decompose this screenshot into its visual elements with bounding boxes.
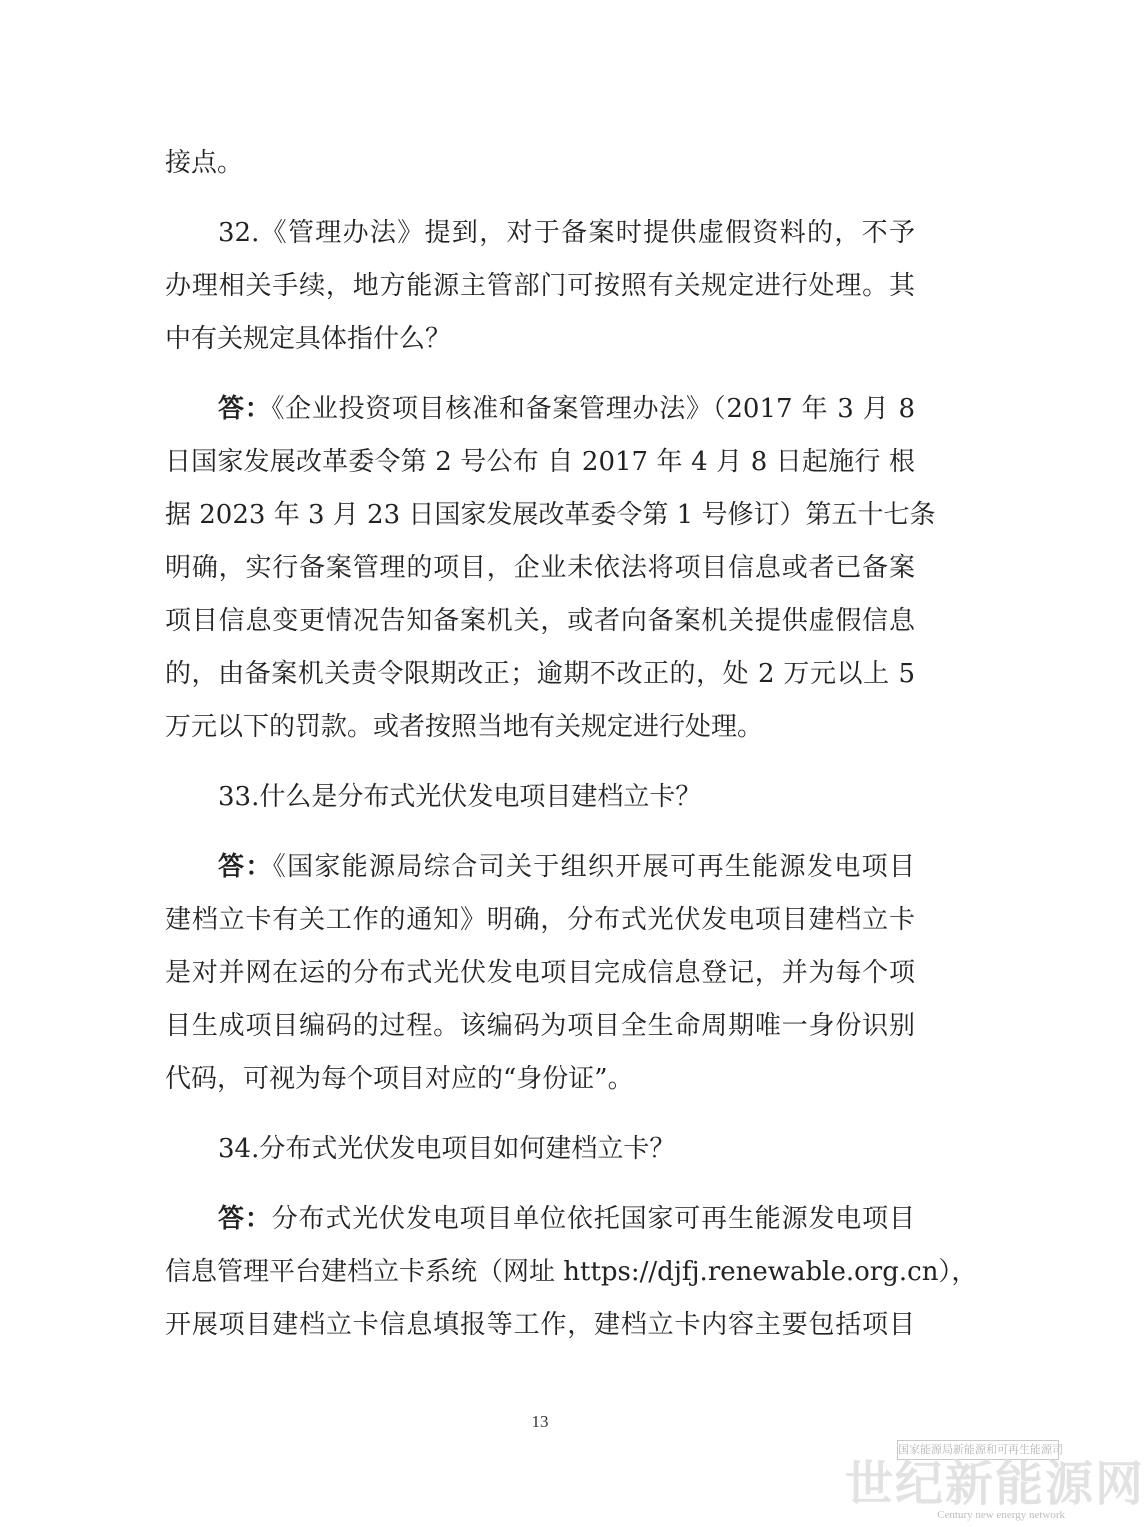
- page-number: 13: [531, 1412, 549, 1431]
- text-line: [165, 1006, 915, 1046]
- line-text: 万元以下的罚款。或者按照当地有关规定进行处理。: [165, 712, 764, 742]
- line-text: 信息管理平台建档立卡系统（网址 https://djfj.renewable.org.cn），: [165, 1257, 978, 1287]
- text-line: [165, 654, 915, 694]
- text-line: [218, 847, 915, 887]
- text-line: [165, 1059, 915, 1099]
- line-text: 建档立卡有关工作的通知》明确，分布式光伏发电项目建档立卡: [165, 905, 915, 935]
- line-text: 《企业投资项目核准和备案管理办法》（2017 年 3 月 8: [271, 394, 915, 424]
- line-text: 接点。: [165, 148, 244, 178]
- watermark-title: 世纪新能源网: [845, 1456, 1145, 1512]
- watermark-subtitle: 国家能源局新能源和可再生能源司: [897, 1440, 1059, 1460]
- answer-label: 答：: [218, 1204, 272, 1234]
- line-text: 开展项目建档立卡信息填报等工作，建档立卡内容主要包括项目: [165, 1310, 915, 1340]
- text-line: [165, 900, 915, 940]
- text-line: [165, 601, 915, 641]
- text-line: [218, 389, 915, 429]
- answer-label: 答：: [218, 852, 273, 882]
- line-text: 32.《管理办法》提到，对于备案时提供虚假资料的，不予: [218, 218, 915, 248]
- line-text: 目生成项目编码的过程。该编码为项目全生命周期唯一身份识别: [165, 1011, 915, 1041]
- line-text: 是对并网在运的分布式光伏发电项目完成信息登记，并为每个项: [165, 958, 915, 988]
- text-line: [165, 548, 915, 588]
- watermark-english: Century new energy network: [937, 1509, 1065, 1521]
- line-text: 中有关规定具体指什么？: [165, 324, 452, 354]
- line-text: 33.什么是分布式光伏发电项目建档立卡？: [218, 782, 702, 812]
- text-line: [218, 213, 915, 253]
- text-line: [165, 266, 915, 306]
- line-text: 的，由备案机关责令限期改正；逾期不改正的，处 2 万元以上 5: [165, 659, 915, 689]
- answer-label: 答：: [218, 394, 272, 424]
- line-text: 代码，可视为每个项目对应的“身份证”。: [165, 1064, 634, 1094]
- text-line: [165, 442, 915, 482]
- text-line: [165, 1305, 915, 1345]
- text-line: [165, 953, 915, 993]
- line-text: 据 2023 年 3 月 23 日国家发展改革委令第 1 号修订）第五十七条: [165, 500, 936, 530]
- line-text: 34.分布式光伏发电项目如何建档立卡？: [218, 1134, 676, 1164]
- line-text: 《国家能源局综合司关于组织开展可再生能源发电项目: [272, 852, 915, 882]
- line-text: 办理相关手续，地方能源主管部门可按照有关规定进行处理。其: [165, 271, 915, 301]
- text-line: [165, 495, 936, 535]
- text-line: [165, 707, 915, 747]
- line-text: 日国家发展改革委令第 2 号公布 自 2017 年 4 月 8 日起施行 根: [165, 447, 915, 477]
- text-line: [165, 1252, 978, 1292]
- text-line: [165, 319, 915, 359]
- watermark-logo: [845, 1440, 1145, 1525]
- text-line: [218, 777, 915, 817]
- text-line: [165, 143, 915, 183]
- line-text: 分布式光伏发电项目单位依托国家可再生能源发电项目: [271, 1204, 915, 1234]
- text-line: [218, 1129, 915, 1169]
- line-text: 明确，实行备案管理的项目，企业未依法将项目信息或者已备案: [165, 553, 915, 583]
- text-line: [218, 1199, 915, 1239]
- line-text: 项目信息变更情况告知备案机关，或者向备案机关提供虚假信息: [165, 606, 915, 636]
